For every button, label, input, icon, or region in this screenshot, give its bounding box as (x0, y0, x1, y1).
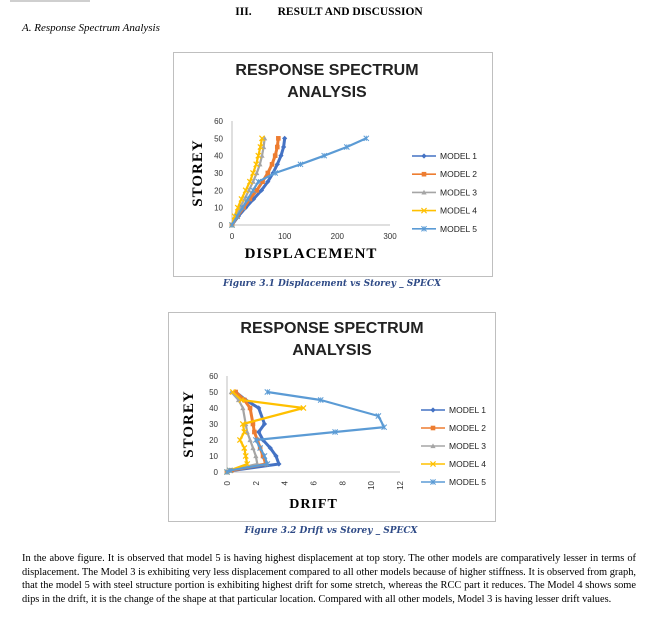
data-point (270, 162, 275, 167)
figure-caption-3-1: Figure 3.1 Displacement vs Storey _ SPECX (223, 279, 441, 289)
page-top-rule (10, 0, 90, 2)
legend-swatch-marker (422, 172, 427, 177)
y-tick-label: 20 (214, 186, 223, 196)
x-tick-label: 100 (277, 232, 292, 241)
y-tick-label: 60 (214, 117, 223, 126)
chart-title-line-1: RESPONSE SPECTRUM (235, 62, 419, 79)
y-tick-label: 10 (209, 452, 218, 461)
y-tick-label: 30 (214, 169, 223, 178)
x-tick-label: 12 (396, 481, 405, 490)
x-tick-label: 300 (383, 232, 397, 241)
chart-drift-svg (169, 313, 495, 521)
legend-entry-3 (421, 441, 486, 451)
legend-swatch-marker (421, 153, 426, 158)
y-tick-label: 50 (209, 388, 218, 397)
legend-label: MODEL 5 (440, 223, 478, 234)
x-tick-label: 2 (251, 481, 261, 486)
legend-label: MODEL 5 (449, 477, 487, 487)
subsection-heading: A. Response Spectrum Analysis (22, 22, 160, 34)
data-point (282, 136, 287, 141)
legend-label: MODEL 2 (449, 423, 487, 433)
y-tick-label: 60 (209, 372, 218, 381)
y-tick-label: 20 (209, 436, 218, 445)
x-tick-label: 200 (330, 232, 345, 241)
y-tick-label: 10 (214, 203, 223, 213)
figure-caption-3-2: Figure 3.2 Drift vs Storey _ SPECX (244, 526, 418, 536)
x-tick-label: 0 (223, 481, 232, 486)
x-axis-title: DISPLACEMENT (244, 246, 378, 262)
section-number: III. (235, 6, 252, 18)
legend-label: MODEL 4 (440, 205, 478, 216)
chart-drift-vs-storey (168, 312, 496, 522)
y-axis-title: STOREY (190, 139, 206, 207)
legend-entry-2 (421, 423, 486, 433)
y-tick-label: 50 (214, 134, 223, 144)
data-point (275, 145, 280, 150)
section-title: RESULT AND DISCUSSION (277, 6, 423, 18)
legend-entry-5 (421, 477, 486, 487)
legend-label: MODEL 1 (440, 151, 478, 161)
legend-entry-1 (412, 151, 477, 161)
data-point (273, 153, 278, 158)
data-point (266, 171, 271, 176)
x-tick-label: 10 (367, 481, 377, 490)
data-point (250, 445, 255, 450)
legend-swatch-marker (431, 426, 436, 431)
y-tick-label: 30 (209, 420, 218, 429)
y-tick-label: 0 (218, 221, 223, 230)
discussion-paragraph: In the above figure. It is observed that model 5 is having highest displacement at top story. The other models are comparatively lesser in terms of displacement. The Model 3 is exhibiting very less displacement compared to all other models because of higher stiffness. It is observed from graph, that the model 5 with steel structure portion is exhibiting highest drift for some stretch, whereas the RCC part it reduces. The Model 4 shows some dips in the drift, it is the change of the shape at that particular location. Compared with all other models, Model 3 is having lesser drift values. (22, 553, 636, 605)
chart-title-line-1: RESPONSE SPECTRUM (240, 320, 424, 337)
section-heading (0, 6, 658, 18)
legend-entry-4 (421, 459, 486, 469)
legend-entry-5 (412, 224, 477, 234)
y-axis-title: STOREY (181, 390, 197, 458)
y-tick-label: 0 (213, 468, 218, 477)
x-tick-label: 8 (338, 481, 348, 486)
legend-entry-1 (421, 405, 486, 415)
x-tick-label: 4 (280, 481, 290, 486)
data-point (252, 430, 257, 435)
data-point (248, 406, 253, 411)
legend-label: MODEL 2 (440, 169, 478, 180)
legend-label: MODEL 4 (449, 459, 487, 469)
y-tick-label: 40 (209, 404, 218, 413)
legend-label: MODEL 3 (449, 441, 487, 451)
y-tick-label: 40 (214, 151, 223, 161)
legend-entry-3 (412, 187, 477, 197)
legend-label: MODEL 1 (449, 405, 487, 415)
legend-label: MODEL 3 (440, 187, 478, 198)
x-axis-title: DRIFT (289, 497, 338, 512)
chart-title-line-2: ANALYSIS (292, 342, 372, 359)
x-tick-label: 0 (229, 232, 235, 241)
legend-entry-2 (412, 169, 477, 179)
chart-displacement-vs-storey (173, 52, 493, 277)
legend-swatch-marker (430, 407, 435, 412)
chart-displacement-svg (174, 53, 492, 276)
data-point (276, 136, 281, 141)
legend-entry-4 (412, 206, 477, 216)
x-tick-label: 6 (309, 481, 319, 486)
chart-title-line-2: ANALYSIS (287, 84, 367, 101)
